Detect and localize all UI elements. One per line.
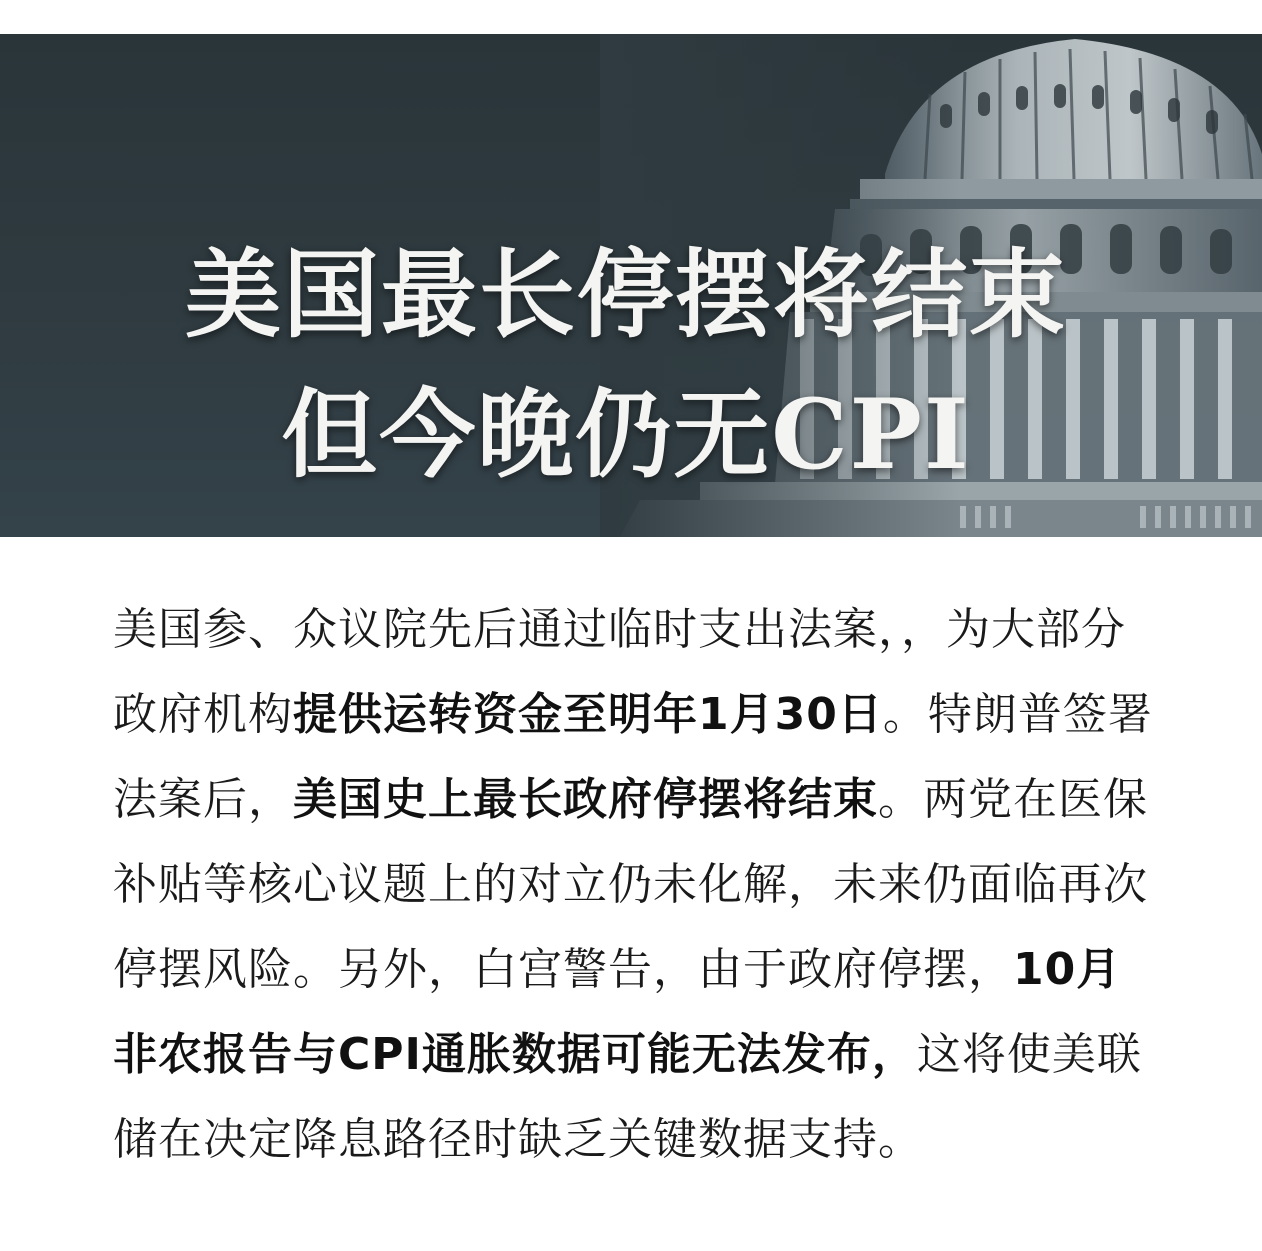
article-text: 这将使美联储在决定降息路径时缺乏关键数据支持。 xyxy=(113,1029,1142,1165)
headline-line-2: 但今晚仍无CPI xyxy=(281,378,971,491)
article-text: 。两党在医保补贴等核心议题上的对立仍未化解，未来仍面临再次停摆风险。另外，白宫警告，由于政府停摆， xyxy=(113,774,1148,995)
article-highlight: 10月非农报告与CPI通胀数据可能无法发布， xyxy=(113,944,1122,1080)
article-text: 。特朗普签署法案后， xyxy=(113,689,1153,825)
article-text: 美国参、众议院先后通过临时支出法案，，为大部分政府机构 xyxy=(113,604,1126,740)
headline-line-1: 美国最长停摆将结束 xyxy=(185,238,1067,351)
article-body xyxy=(113,587,1153,1182)
header-banner xyxy=(0,34,1262,537)
article-highlight: 提供运转资金至明年1月30日 xyxy=(293,689,883,740)
top-margin xyxy=(0,0,1262,34)
article-highlight: 美国史上最长政府停摆将结束 xyxy=(293,774,878,825)
